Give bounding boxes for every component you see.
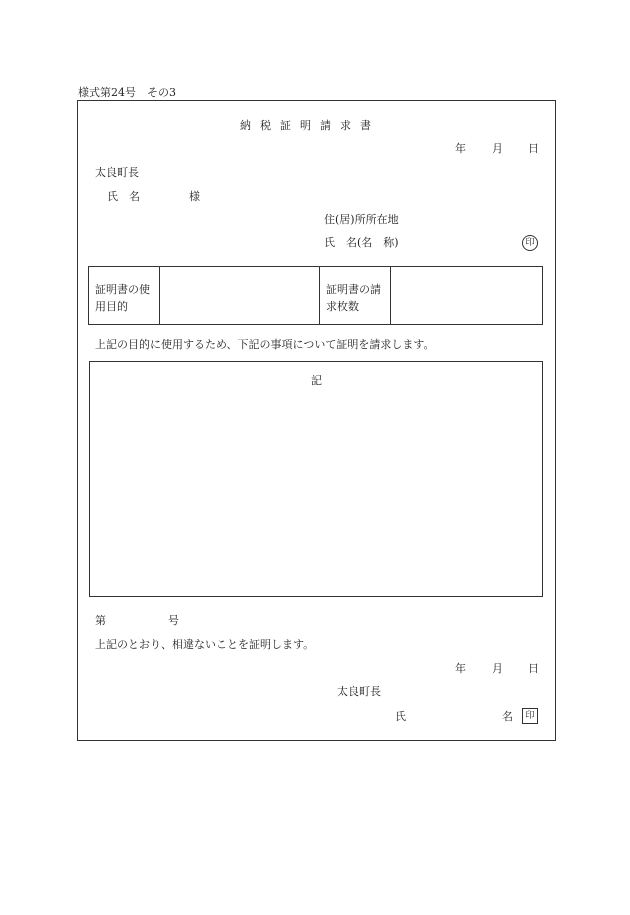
applicant-seal bbox=[522, 235, 538, 251]
certificate-date-day: 日 bbox=[528, 662, 539, 675]
applicant-address-label: 住(居)所所在地 bbox=[324, 213, 399, 226]
request-statement: 上記の目的に使用するため、下記の事項について証明を請求します。 bbox=[95, 338, 435, 351]
certificate-name-left: 氏 bbox=[395, 710, 406, 723]
certificate-statement: 上記のとおり、相違ないことを証明します。 bbox=[95, 638, 315, 651]
request-date-day: 日 bbox=[528, 142, 539, 155]
seal-circle-icon: 印 bbox=[522, 235, 538, 251]
count-label: 証明書の請求枚数 bbox=[326, 283, 381, 313]
details-box[interactable] bbox=[89, 361, 543, 597]
purpose-value-cell[interactable] bbox=[160, 267, 320, 324]
count-label-cell bbox=[320, 267, 391, 324]
certificate-number-suffix: 号 bbox=[168, 614, 179, 627]
certificate-date-year: 年 bbox=[455, 662, 466, 675]
certificate-seal bbox=[522, 708, 538, 724]
addressee-office: 太良町長 bbox=[95, 166, 139, 179]
certificate-issuer: 太良町長 bbox=[337, 685, 381, 698]
request-date-year: 年 bbox=[455, 142, 466, 155]
certificate-number-prefix: 第 bbox=[95, 614, 106, 627]
purpose-label-cell bbox=[89, 267, 160, 324]
certificate-name-right: 名 bbox=[502, 710, 513, 723]
info-table bbox=[88, 266, 543, 325]
applicant-name-label: 氏 名(名 称) bbox=[324, 236, 399, 249]
addressee-name-label: 氏 名 bbox=[107, 190, 140, 203]
count-value-cell[interactable] bbox=[391, 267, 542, 324]
form-number: 様式第24号 その3 bbox=[78, 86, 176, 99]
seal-square-icon: 印 bbox=[522, 708, 538, 724]
addressee-honorific: 様 bbox=[189, 190, 200, 203]
purpose-label: 証明書の使用目的 bbox=[95, 283, 150, 313]
certificate-date-month: 月 bbox=[492, 662, 503, 675]
form-title: 納税証明請求書 bbox=[240, 119, 380, 132]
details-heading: 記 bbox=[311, 374, 322, 387]
request-date-month: 月 bbox=[492, 142, 503, 155]
